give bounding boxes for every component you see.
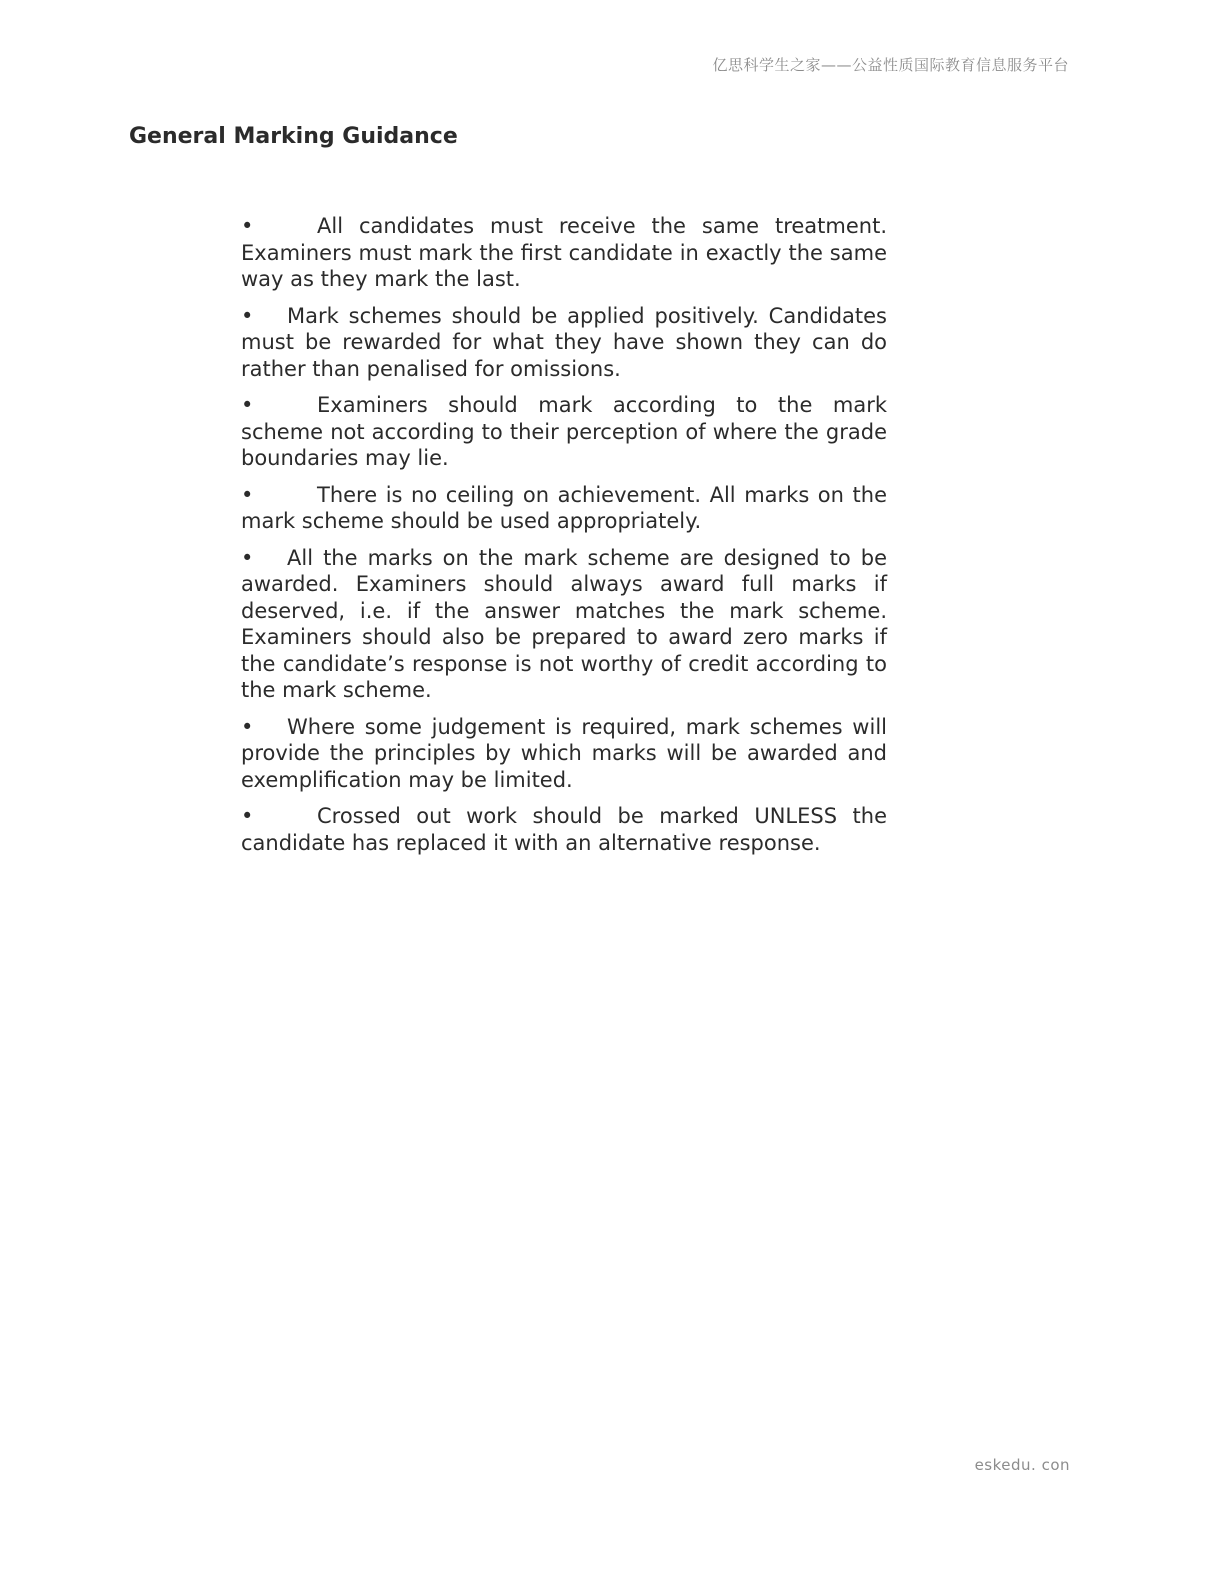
bullet-icon: • [241, 393, 254, 417]
bullet-icon: • [241, 214, 254, 238]
bullet-icon: • [241, 482, 254, 507]
list-item [241, 482, 887, 535]
bullet-icon: • [241, 545, 254, 570]
guidance-list [241, 213, 887, 866]
footer-watermark: eskedu. con [974, 1456, 1070, 1474]
list-item [241, 213, 887, 293]
guidance-text: All the marks on the mark scheme are designed to be awarded. Examiners should always award full marks if deserved, i.e. if the answer matches the mark scheme. Examiners should also be prepared to award zero marks if the candidate’s response is not worthy of credit according to the mark scheme. [241, 545, 887, 702]
list-item [241, 303, 887, 383]
guidance-text: Mark schemes should be applied positively. Candidates must be rewarded for what they have shown they can do rather than penalised for omissions. [241, 303, 887, 381]
guidance-text: Where some judgement is required, mark schemes will provide the principles by which marks will be awarded and exemplification may be limited. [241, 714, 887, 792]
guidance-text: Examiners should mark according to the mark scheme not according to their perception of where the grade boundaries may lie. [241, 393, 887, 470]
bullet-icon: • [241, 303, 254, 328]
guidance-text: All candidates must receive the same treatment. Examiners must mark the first candidate in exactly the same way as they mark the last. [241, 214, 887, 291]
list-item [241, 714, 887, 794]
header-watermark: 亿思科学生之家——公益性质国际教育信息服务平台 [712, 56, 1069, 74]
list-item [241, 392, 887, 472]
bullet-icon: • [241, 804, 254, 828]
guidance-text: Crossed out work should be marked UNLESS the candidate has replaced it with an alternative response. [241, 804, 887, 855]
guidance-text: There is no ceiling on achievement. All marks on the mark scheme should be used appropriately. [241, 482, 887, 533]
page-title: General Marking Guidance [129, 124, 458, 149]
bullet-icon: • [241, 714, 254, 739]
list-item [241, 545, 887, 704]
list-item [241, 803, 887, 856]
